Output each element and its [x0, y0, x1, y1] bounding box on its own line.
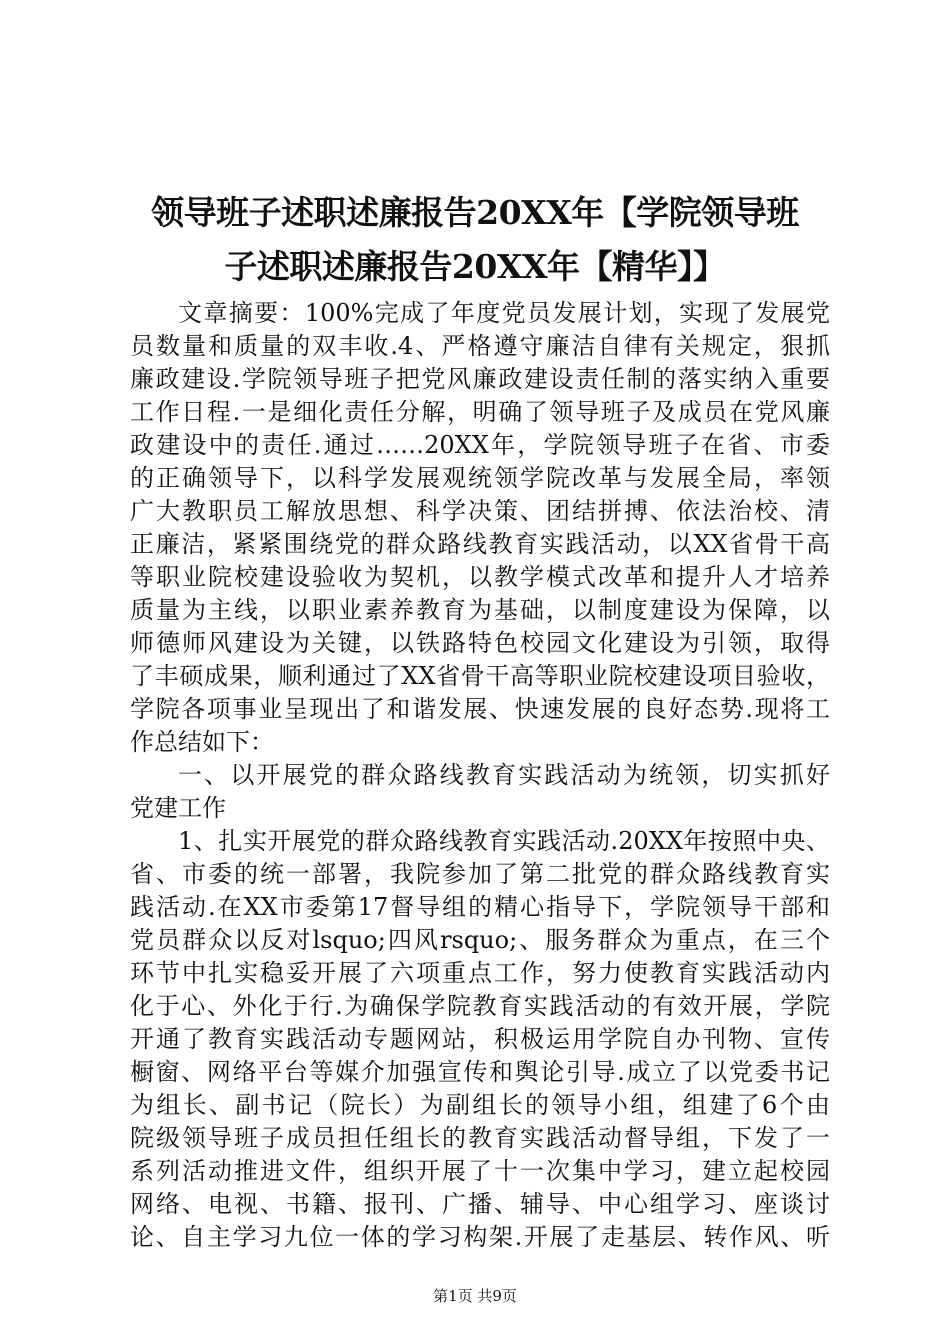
- paragraph-line: 论、自主学习九位一体的学习构架.开展了走基层、转作风、听: [130, 1223, 830, 1251]
- paragraph-line: 政建设中的责任.通过……20XX年，学院领导班子在省、市委: [130, 431, 830, 459]
- paragraph-line: 作总结如下：: [130, 728, 274, 756]
- paragraph-line: 的正确领导下，以科学发展观统领学院改革与发展全局，率领: [130, 464, 830, 492]
- paragraph-line: 院级领导班子成员担任组长的教育实践活动督导组，下发了一: [130, 1124, 830, 1152]
- document-body: [130, 297, 830, 1254]
- paragraph-line: 等职业院校建设验收为契机，以教学模式改革和提升人才培养: [130, 563, 830, 591]
- paragraph-line: 橱窗、网络平台等媒介加强宣传和舆论引导.成立了以党委书记: [130, 1058, 830, 1086]
- paragraph-line: 开通了教育实践活动专题网站，积极运用学院自办刊物、宣传: [130, 1025, 830, 1053]
- section-heading-line: 一、以开展党的群众路线教育实践活动为统领，切实抓好: [178, 761, 830, 789]
- paragraph-line: 质量为主线，以职业素养教育为基础，以制度建设为保障，以: [130, 596, 830, 624]
- paragraph-line: 正廉洁，紧紧围绕党的群众路线教育实践活动，以XX省骨干高: [130, 530, 830, 558]
- paragraph-line: 网络、电视、书籍、报刊、广播、辅导、中心组学习、座谈讨: [130, 1190, 830, 1218]
- paragraph-line: 省、市委的统一部署，我院参加了第二批党的群众路线教育实: [130, 860, 830, 888]
- paragraph-line: 系列活动推进文件，组织开展了十一次集中学习，建立起校园: [130, 1157, 830, 1185]
- title-line: 领导班子述职述廉报告20XX年【学院领导班: [151, 193, 799, 232]
- paragraph-line: 践活动.在XX市委第17督导组的精心指导下，学院领导干部和: [130, 893, 830, 921]
- paragraph-line: 工作日程.一是细化责任分解，明确了领导班子及成员在党风廉: [130, 398, 830, 426]
- document-title: [120, 186, 830, 294]
- paragraph-line: 党员群众以反对lsquo;四风rsquo;、服务群众为重点，在三个: [130, 926, 830, 954]
- paragraph-line: 1、扎实开展党的群众路线教育实践活动.20XX年按照中央、: [178, 827, 830, 855]
- paragraph-line: 广大教职员工解放思想、科学决策、团结拼搏、依法治校、清: [130, 497, 830, 525]
- paragraph-line: 学院各项事业呈现出了和谐发展、快速发展的良好态势.现将工: [130, 695, 830, 723]
- paragraph-line: 廉政建设.学院领导班子把党风廉政建设责任制的落实纳入重要: [130, 365, 830, 393]
- section-heading-line: 党建工作: [130, 794, 226, 822]
- paragraph-line: 员数量和质量的双丰收.4、严格遵守廉洁自律有关规定，狠抓: [130, 332, 830, 360]
- page-number-footer: 第1页 共9页: [433, 1287, 517, 1305]
- paragraph-line: 师德师风建设为关键，以铁路特色校园文化建设为引领，取得: [130, 629, 830, 657]
- paragraph-line: 为组长、副书记（院长）为副组长的领导小组，组建了6个由: [130, 1091, 830, 1119]
- paragraph-line: 环节中扎实稳妥开展了六项重点工作，努力使教育实践活动内: [130, 959, 830, 987]
- paragraph-line: 文章摘要：100%完成了年度党员发展计划，实现了发展党: [178, 299, 830, 327]
- paragraph-line: 化于心、外化于行.为确保学院教育实践活动的有效开展，学院: [130, 992, 830, 1020]
- paragraph-line: 了丰硕成果，顺利通过了XX省骨干高等职业院校建设项目验收，: [130, 662, 830, 690]
- title-line: 子述职述廉报告20XX年【精华】】: [224, 247, 726, 286]
